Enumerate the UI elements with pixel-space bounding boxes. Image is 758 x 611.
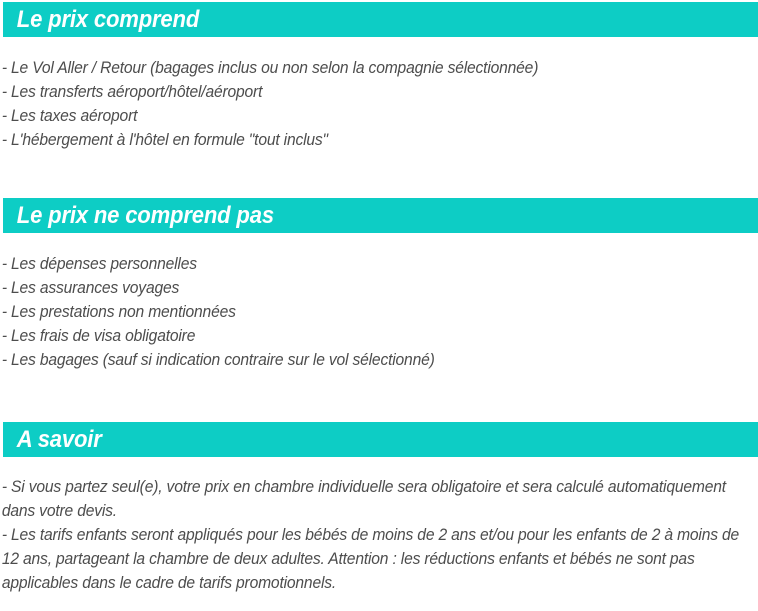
section-header-price-excludes xyxy=(3,198,758,233)
section-header-good-to-know xyxy=(3,422,758,457)
list-item: - Les dépenses personnelles xyxy=(1,254,197,273)
section-good-to-know xyxy=(0,422,758,595)
section-title: Le prix ne comprend pas xyxy=(16,201,274,229)
section-price-includes xyxy=(0,2,758,152)
paragraph: - Les tarifs enfants seront appliqués pour les bébés de moins de 2 ans et/ou pour les enfants de 2 à moins de 12 ans, partageant la chambre de deux adultes. Attention : les réductions enfants et bébés ne sont pas applicables dans le cadre de tarifs promotionnels. xyxy=(1,525,740,592)
list-item: - Les prestations non mentionnées xyxy=(1,302,236,321)
price-excludes-list xyxy=(0,233,758,372)
list-item: - L'hébergement à l'hôtel en formule "tout inclus" xyxy=(1,130,328,149)
list-item: - Le Vol Aller / Retour (bagages inclus ou non selon la compagnie sélectionnée) xyxy=(1,58,539,77)
section-title: A savoir xyxy=(16,425,102,453)
price-includes-list xyxy=(0,37,758,152)
good-to-know-text xyxy=(0,457,758,595)
list-item: - Les bagages (sauf si indication contraire sur le vol sélectionné) xyxy=(1,350,435,369)
paragraph: - Si vous partez seul(e), votre prix en chambre individuelle sera obligatoire et sera calculé automatiquement dans votre devis. xyxy=(1,477,726,520)
section-header-price-includes xyxy=(3,2,758,37)
section-price-excludes xyxy=(0,198,758,372)
section-title: Le prix comprend xyxy=(16,5,200,33)
list-item: - Les taxes aéroport xyxy=(1,106,138,125)
list-item: - Les transferts aéroport/hôtel/aéroport xyxy=(1,82,263,101)
list-item: - Les frais de visa obligatoire xyxy=(1,326,196,345)
list-item: - Les assurances voyages xyxy=(1,278,180,297)
